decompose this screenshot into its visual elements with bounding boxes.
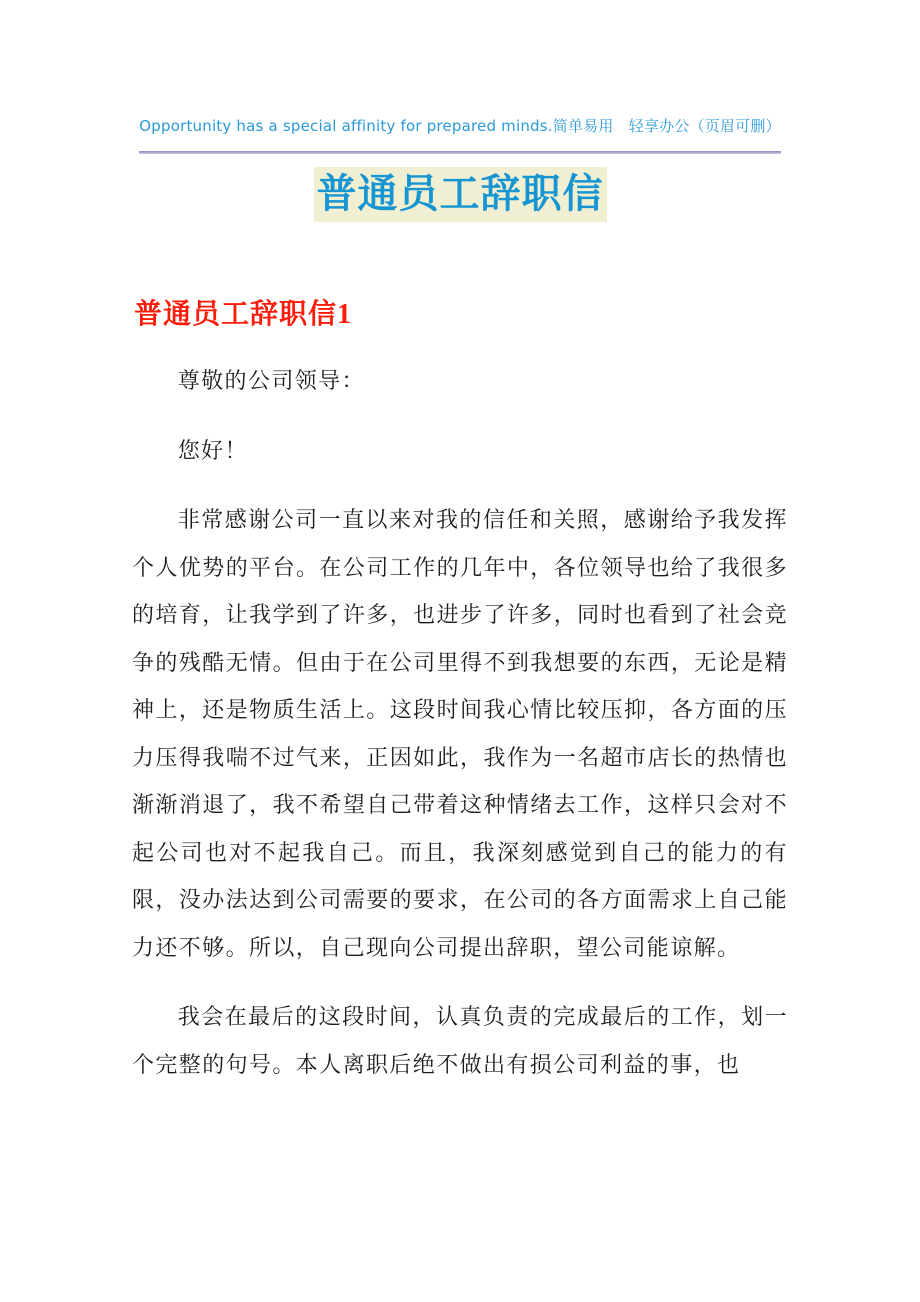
paragraph-salutation: 尊敬的公司领导： (177, 368, 365, 393)
header-divider-line (139, 151, 781, 154)
paragraph-body-2: 我会在最后的这段时间，认真负责的完成最后的工作，划一个完整的句号。本人离职后绝不做出有损公司利益的事，也 (132, 1004, 788, 1077)
section-heading: 普通员工辞职信1 (134, 299, 353, 330)
page-header (0, 0, 920, 154)
paragraph-greeting: 您好！ (177, 437, 248, 463)
title-block (0, 167, 920, 222)
header-slogan-text: Opportunity has a special affinity for prepared minds.简单易用 轻享办公（页眉可删） (139, 117, 781, 135)
document-title-highlighted: 普通员工辞职信 (314, 167, 607, 222)
paragraph-body-1: 非常感谢公司一直以来对我的信任和关照，感谢给予我发挥个人优势的平台。在公司工作的几年中，各位领导也给了我很多的培育，让我学到了许多，也进步了许多，同时也看到了社会竞争的残酷无情。但由于在公司里得不到我想要的东西，无论是精神上，还是物质生活上。这段时间我心情比较压抑，各方面的压力压得我喘不过气来，正因如此，我作为一名超市店长的热情也渐渐消退了，我不希望自己带着这种情绪去工作，这样只会对不起公司也对不起我自己。而且，我深刻感觉到自己的能力的有限，没办法达到公司需要的要求，在公司的各方面需求上自己能力还不够。所以，自己现向公司提出辞职，望公司能谅解。 (132, 507, 788, 960)
letter-body (0, 298, 920, 1088)
